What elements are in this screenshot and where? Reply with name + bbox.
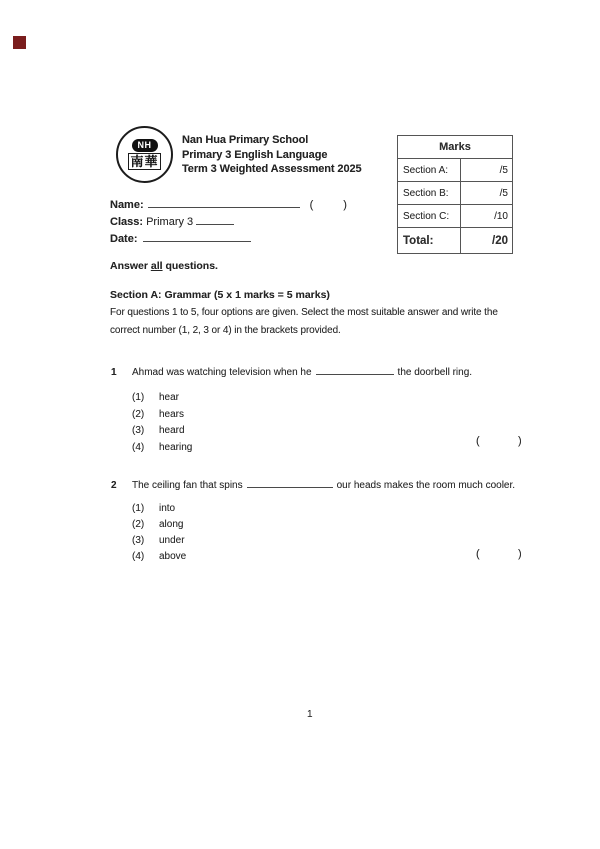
option-number: (4) bbox=[132, 551, 145, 562]
name-row bbox=[110, 196, 347, 211]
option-number: (3) bbox=[132, 535, 145, 546]
question-2-text-after: our heads makes the room much cooler. bbox=[336, 480, 516, 491]
section-c-score: /10 bbox=[461, 205, 513, 228]
option-number: (2) bbox=[132, 519, 145, 530]
name-index-bracket-open: ( bbox=[309, 199, 314, 211]
table-row bbox=[398, 182, 513, 205]
annotation-marker bbox=[13, 36, 26, 49]
table-row bbox=[398, 205, 513, 228]
answer-bracket-close: ) bbox=[518, 548, 522, 560]
list-item bbox=[132, 440, 192, 457]
section-b-label: Section B: bbox=[398, 182, 461, 205]
option-text: hears bbox=[159, 408, 185, 420]
list-item bbox=[132, 407, 192, 424]
question-1-text-before: Ahmad was watching television when he bbox=[132, 367, 312, 378]
list-item bbox=[132, 517, 186, 533]
question-1 bbox=[111, 364, 472, 378]
total-row bbox=[398, 228, 513, 254]
name-field bbox=[148, 196, 300, 208]
answer-bracket-open: ( bbox=[476, 548, 480, 560]
date-row bbox=[110, 230, 251, 245]
section-a-score: /5 bbox=[461, 159, 513, 182]
question-1-options bbox=[132, 390, 192, 456]
date-label: Date: bbox=[110, 233, 138, 245]
class-row bbox=[110, 213, 234, 228]
list-item bbox=[132, 549, 186, 565]
class-label: Class: bbox=[110, 216, 144, 228]
option-number: (4) bbox=[132, 441, 145, 453]
option-text: hear bbox=[159, 392, 180, 403]
answer-all-post: questions. bbox=[162, 260, 218, 272]
option-text: above bbox=[159, 551, 187, 562]
question-1-text-after: the doorbell ring. bbox=[397, 367, 473, 378]
question-2-blank bbox=[247, 477, 333, 488]
option-number: (2) bbox=[132, 408, 145, 420]
section-c-label: Section C: bbox=[398, 205, 461, 228]
option-text: heard bbox=[159, 425, 185, 436]
date-field bbox=[143, 230, 251, 242]
answer-all-pre: Answer bbox=[110, 260, 151, 272]
school-logo bbox=[116, 126, 173, 183]
section-a-label: Section A: bbox=[398, 159, 461, 182]
section-a-instruction-line1: For questions 1 to 5, four options are given. Select the most suitable answer and write the bbox=[110, 307, 498, 318]
name-index-bracket-close: ) bbox=[343, 199, 347, 211]
table-row bbox=[398, 159, 513, 182]
answer-all-underlined: all bbox=[150, 260, 163, 272]
question-2-options bbox=[132, 501, 186, 565]
school-logo-abbr: NH bbox=[132, 139, 158, 152]
question-2-number: 2 bbox=[111, 480, 117, 491]
question-1-blank bbox=[316, 364, 394, 375]
list-item bbox=[132, 423, 192, 440]
section-a-instruction-line2: correct number (1, 2, 3 or 4) in the brackets provided. bbox=[110, 325, 341, 336]
name-label: Name: bbox=[110, 199, 144, 211]
list-item bbox=[132, 390, 192, 407]
assessment-title: Term 3 Weighted Assessment 2025 bbox=[182, 163, 362, 175]
answer-all-instruction bbox=[110, 260, 218, 272]
option-text: hearing bbox=[159, 441, 193, 453]
question-1-number: 1 bbox=[111, 367, 117, 378]
question-2-text-before: The ceiling fan that spins bbox=[132, 480, 243, 491]
option-text: along bbox=[159, 519, 184, 530]
subject-title: Primary 3 English Language bbox=[182, 148, 328, 161]
marks-header-row bbox=[398, 136, 513, 159]
school-logo-chinese: 南華 bbox=[130, 154, 159, 169]
question-2 bbox=[111, 477, 515, 491]
total-score: /20 bbox=[461, 228, 513, 254]
option-text: under bbox=[159, 535, 185, 546]
marks-table bbox=[397, 135, 513, 254]
exam-header bbox=[182, 133, 362, 177]
list-item bbox=[132, 533, 186, 549]
section-b-score: /5 bbox=[461, 182, 513, 205]
option-text: into bbox=[159, 503, 176, 514]
answer-bracket-close: ) bbox=[518, 435, 522, 447]
class-field bbox=[196, 213, 234, 225]
option-number: (1) bbox=[132, 503, 145, 514]
section-a-heading: Section A: Grammar (5 x 1 marks = 5 marks) bbox=[110, 289, 330, 301]
list-item bbox=[132, 501, 186, 517]
option-number: (3) bbox=[132, 425, 145, 436]
school-name: Nan Hua Primary School bbox=[182, 134, 309, 146]
total-label: Total: bbox=[398, 228, 461, 254]
answer-bracket-open: ( bbox=[476, 435, 480, 447]
option-number: (1) bbox=[132, 392, 145, 403]
marks-title: Marks bbox=[398, 136, 513, 159]
page-number: 1 bbox=[307, 709, 313, 720]
class-value: Primary 3 bbox=[146, 216, 194, 228]
